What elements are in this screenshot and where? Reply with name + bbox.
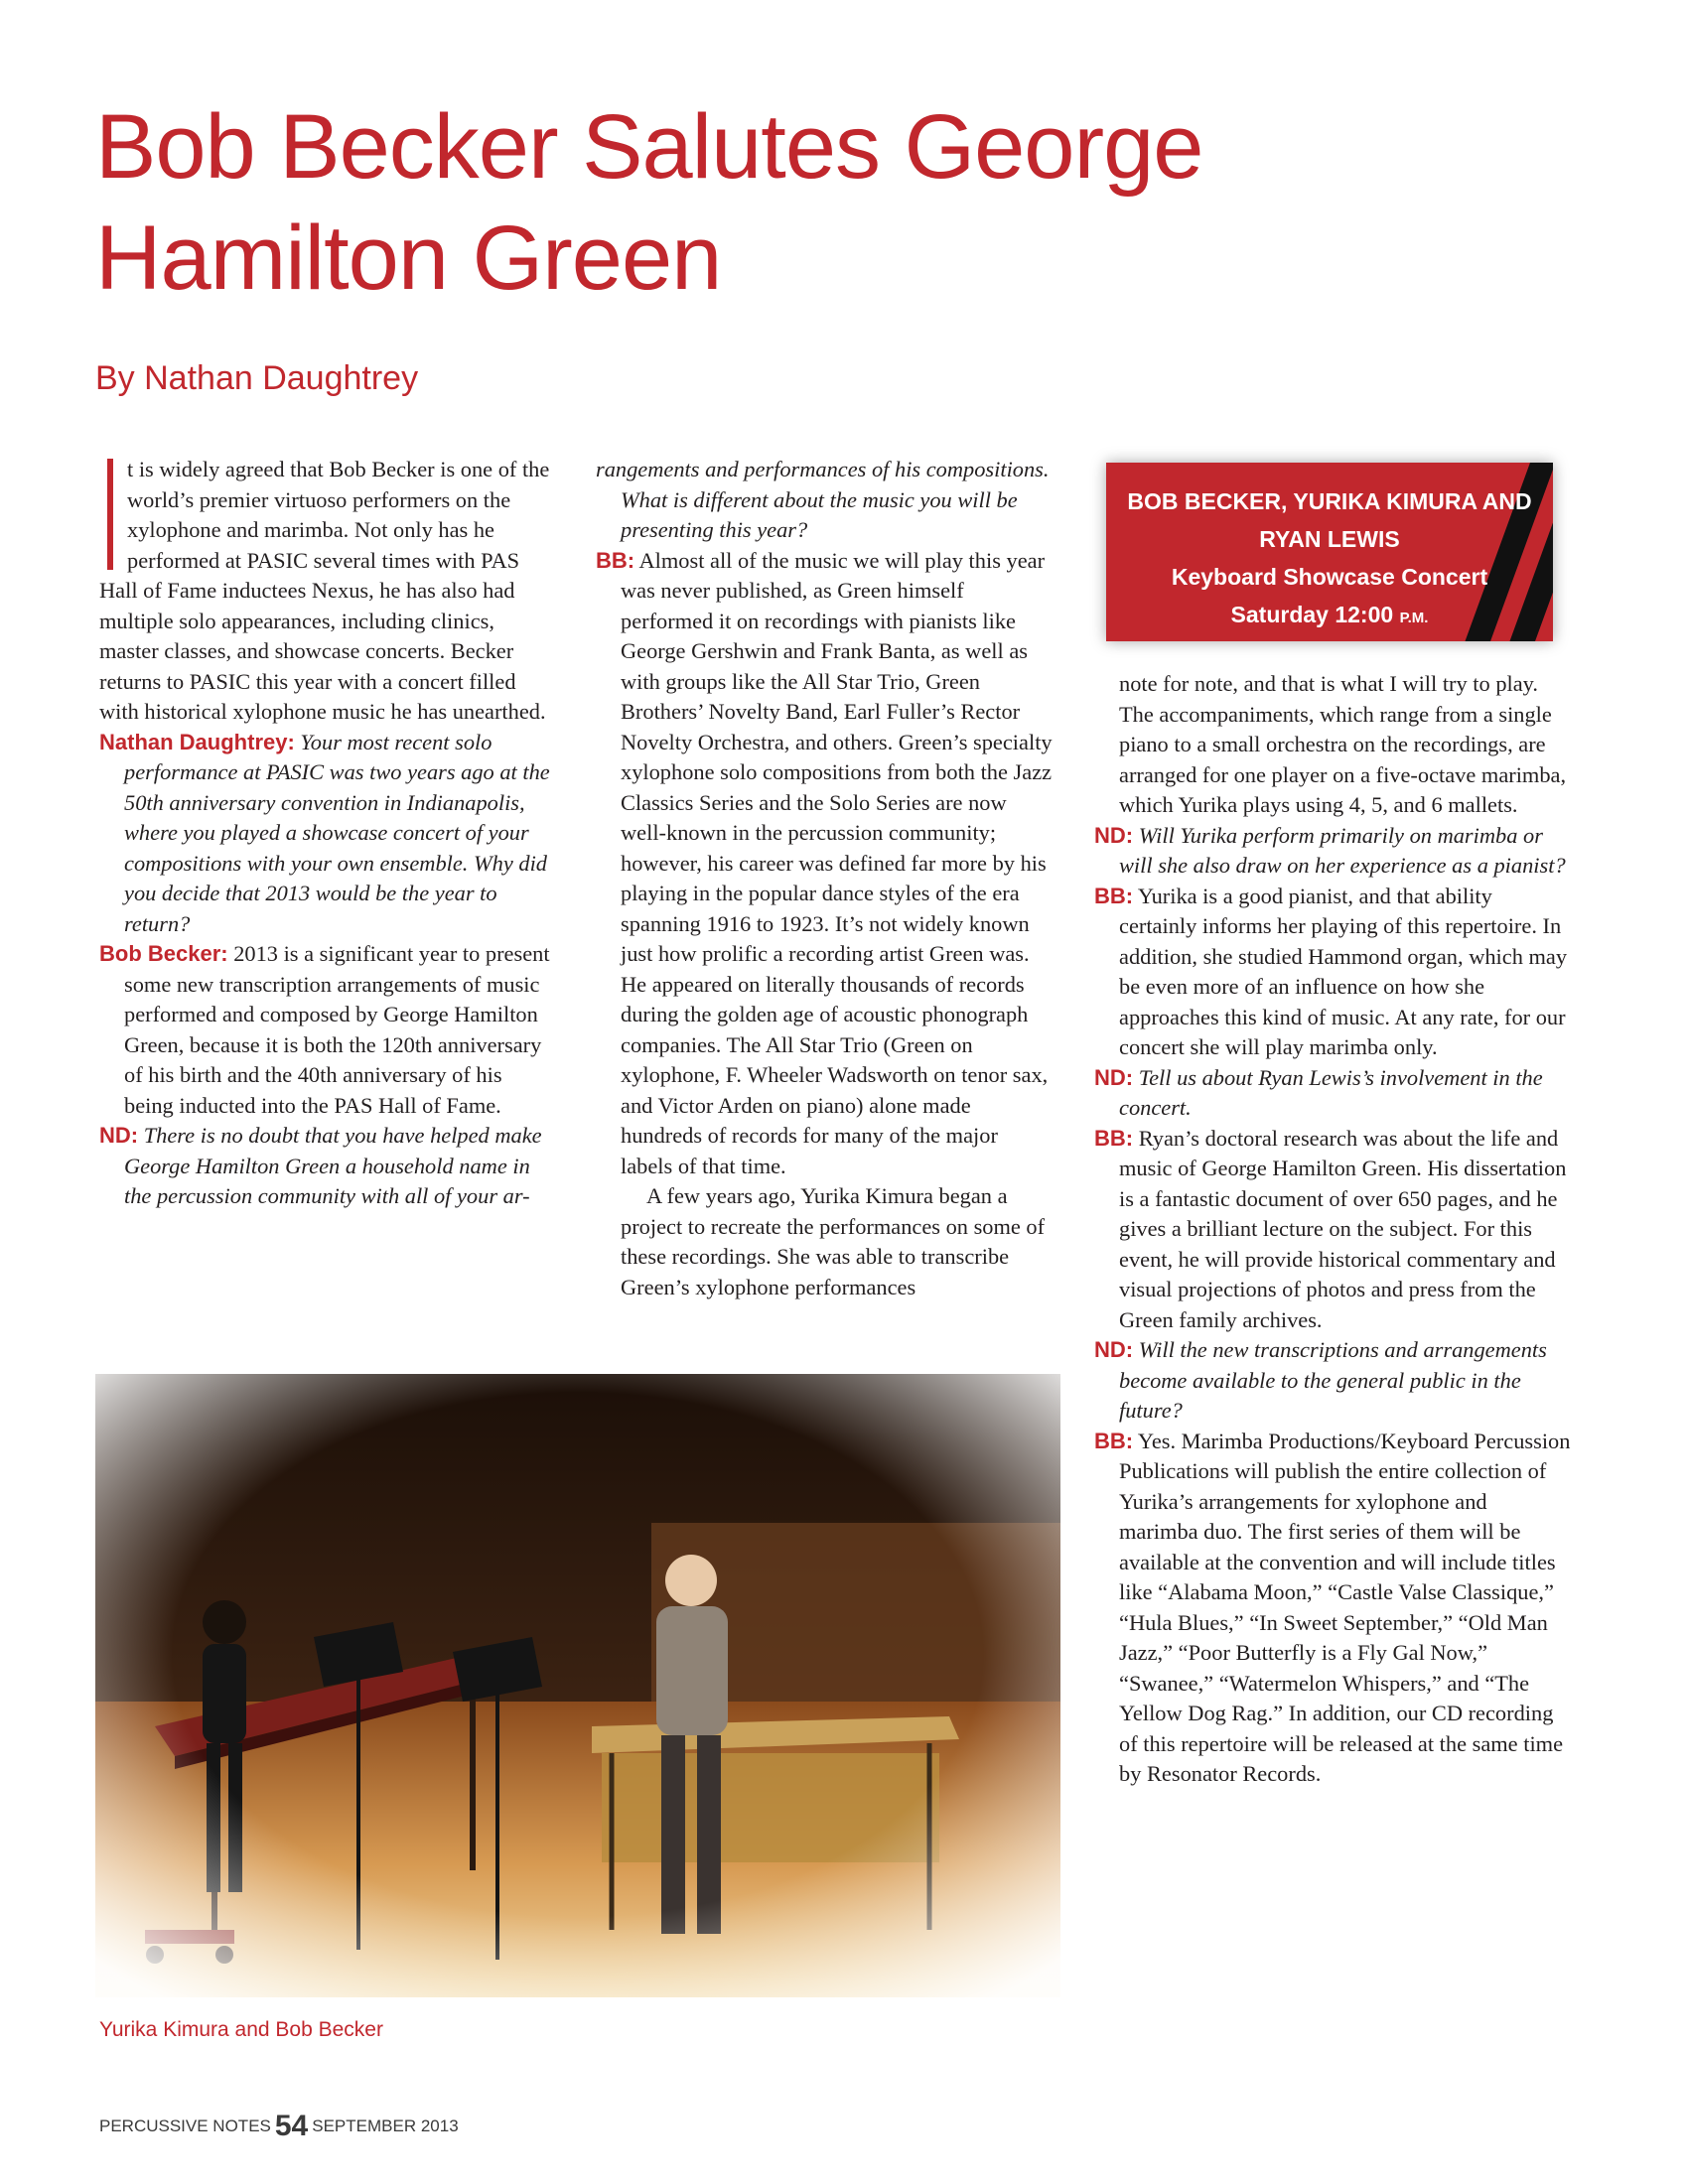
byline: By Nathan Daughtrey	[95, 359, 419, 397]
promo-text	[1106, 482, 1553, 637]
speaker-label: ND:	[1094, 1337, 1134, 1362]
speaker-label: BB:	[1094, 1125, 1134, 1151]
text-column-2	[596, 455, 1053, 1302]
intro-text: t is widely agreed that Bob Becker is one of the world’s premier virtuoso performers on the xylophone and marimba. Not only has he performed at PASIC several times with PAS Hall of Fame inductees Nexus, he has also had multiple solo appearances, including clinics, master classes, and showcase concerts. Becker returns to PASIC this year with a concert filled with historical xylophone music he has unearthed.	[99, 457, 550, 724]
promo-performers-line-2: RYAN LEWIS	[1259, 526, 1400, 552]
promo-time: Saturday 12:00 P.M.	[1230, 602, 1429, 627]
publication-name: PERCUSSIVE NOTES	[99, 2116, 271, 2135]
question-2-continued: rangements and performances of his compositions. What is different about the music you will be presenting this year?	[596, 457, 1050, 542]
question-4	[1094, 1063, 1571, 1124]
concert-photo-illustration	[95, 1374, 1060, 1997]
question-text: Tell us about Ryan Lewis’s involvement in the concert.	[1119, 1064, 1543, 1120]
speaker-label: ND:	[1094, 1064, 1134, 1090]
question-text: Will the new transcriptions and arrangements become available to the general public in the future?	[1119, 1337, 1547, 1423]
answer-text: Yes. Marimba Productions/Keyboard Percussion Publications will publish the entire collection of Yurika’s arrangements for xylophone and marimba duo. The first series of them will be available at the convention and will include titles like “Alabama Moon,” “Castle Valse Classique,” “Hula Blues,” “In Sweet September,” “Old Man Jazz,” “Poor Butterfly is a Fly Gal Now,” “Swanee,” “Watermelon Whispers,” and “The Yellow Dog Rag.” In addition, our CD recording of this repertoire will be released at the same time by Resonator Records.	[1119, 1428, 1571, 1786]
answer-text: Yurika is a good pianist, and that ability certainly informs her playing of this repertoire. In addition, she studied Hammond organ, which may be even more of an influence on how she approaches this kind of music. At any rate, for our concert she will play marimba only.	[1119, 883, 1568, 1059]
question-5	[1094, 1335, 1571, 1427]
answer-2-paragraph-2: A few years ago, Yurika Kimura began a project to recreate the performances on some of these recordings. She was able to transcribe Green’s xylophone performances	[621, 1183, 1046, 1299]
answer-3	[1094, 882, 1571, 1063]
question-2	[99, 1121, 552, 1212]
answer-1	[99, 939, 552, 1121]
concert-photo	[95, 1374, 1060, 1997]
promo-performers-line-1: BOB BECKER, YURIKA KIMURA AND	[1127, 488, 1532, 514]
concert-promo-box	[1106, 463, 1553, 641]
question-3	[1094, 821, 1571, 882]
question-text: There is no doubt that you have helped make George Hamilton Green a household name in the percussion community with all of your ar-	[124, 1123, 542, 1208]
text-column-1	[99, 455, 552, 1212]
speaker-label: BB:	[1094, 1428, 1134, 1453]
article-title: Bob Becker Salutes George Hamilton Green	[95, 96, 1203, 309]
issue-date: SEPTEMBER 2013	[312, 2116, 459, 2135]
drop-cap-i	[107, 459, 113, 570]
answer-2	[596, 546, 1053, 1182]
answer-4	[1094, 1124, 1571, 1336]
text-column-3	[1094, 669, 1571, 1790]
intro-paragraph	[99, 455, 552, 728]
speaker-label: BB:	[1094, 883, 1134, 908]
speaker-label: BB:	[596, 547, 635, 573]
answer-5	[1094, 1427, 1571, 1790]
speaker-label: ND:	[1094, 822, 1134, 848]
promo-concert-name: Keyboard Showcase Concert	[1171, 564, 1488, 590]
answer-text: Almost all of the music we will play this year was never published, as Green himself performed it on recordings with pianists like George Gershwin and Frank Banta, as well as with groups like the All Star Trio, Green Brothers’ Novelty Band, Earl Fuller’s Rector Novelty Orchestra, and others. Green’s specialty xylophone solo compositions from both the Jazz Classics Series and the Solo Series are now well-known in the percussion community; however, his career was defined far more by his playing in the popular dance styles of the era spanning 1916 to 1923. It’s not widely known just how prolific a recording artist Green was. He appeared on literally thousands of records during the golden age of acoustic phonograph companies. The All Star Trio (Green on xylophone, F. Wheeler Wadsworth on tenor sax, and Victor Arden on piano) alone made hundreds of records for many of the major labels of that time.	[621, 547, 1053, 1178]
answer-text: Ryan’s doctoral research was about the life and music of George Hamilton Green. His dissertation is a fantastic document of over 650 pages, and he gives a brilliant lecture on the subject. For this event, he will provide historical commentary and visual projections of photos and press from the Green family archives.	[1119, 1125, 1567, 1332]
speaker-label: ND:	[99, 1123, 139, 1148]
answer-text: 2013 is a significant year to present some new transcription arrangements of music performed and composed by George Hamilton Green, because it is both the 120th anniversary of his birth and the 40th anniversary of his being inducted into the PAS Hall of Fame.	[124, 941, 550, 1118]
photo-caption: Yurika Kimura and Bob Becker	[99, 2018, 383, 2041]
question-1	[99, 728, 552, 940]
page-footer	[99, 2110, 459, 2143]
speaker-label: Bob Becker:	[99, 941, 228, 966]
answer-2-continued: note for note, and that is what I will try to play. The accompaniments, which range from a single piano to a small orchestra on the recordings, are arranged for one player on a five-octave marimba, which Yurika plays using 4, 5, and 6 mallets.	[1119, 671, 1567, 817]
photo-vignette	[95, 1374, 1060, 1997]
question-text: Will Yurika perform primarily on marimba or will she also draw on her experience as a pianist?	[1119, 822, 1566, 878]
page-number: 54	[274, 2110, 309, 2142]
speaker-label: Nathan Daughtrey:	[99, 729, 295, 754]
question-text: Your most recent solo performance at PASIC was two years ago at the 50th anniversary convention in Indianapolis, where you played a showcase concert of your compositions with your own ensemble. Why did you decide that 2013 would be the year to return?	[124, 729, 550, 936]
